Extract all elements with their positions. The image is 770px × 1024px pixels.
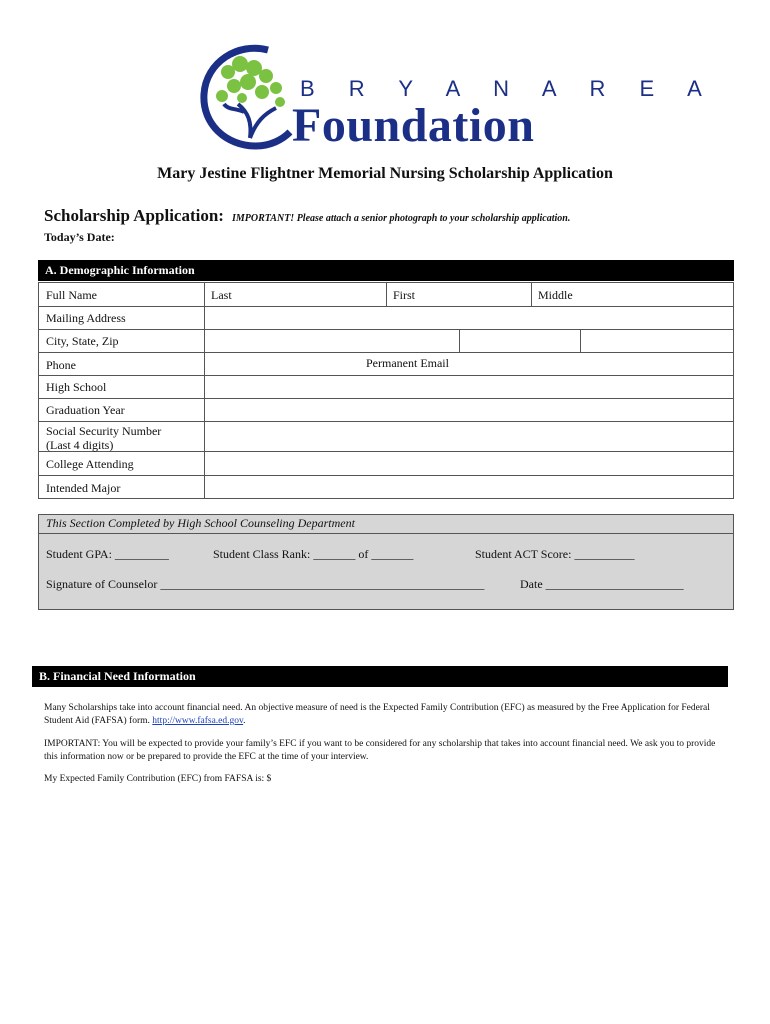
todays-date-label: Today’s Date: <box>44 230 115 244</box>
class-rank-field[interactable]: Student Class Rank: _______ of _______ <box>213 547 414 561</box>
logo-line-1: B R Y A N A R E A <box>300 76 716 101</box>
phone-label: Phone <box>46 358 76 372</box>
permanent-email-label: Permanent Email <box>366 356 449 370</box>
college-attending-label: College Attending <box>46 457 134 471</box>
fafsa-link[interactable]: http://www.fafsa.ed.gov <box>152 716 244 726</box>
counselor-heading-text: This Section Completed by High School Counseling Department <box>46 516 355 530</box>
high-school-label: High School <box>46 380 107 394</box>
ssn-label: Social Security Number <box>46 424 162 438</box>
counselor-heading <box>39 515 733 534</box>
counselor-section <box>38 514 734 610</box>
logo-line-2: Foundation <box>292 99 535 152</box>
middle-name-label: Middle <box>538 288 573 302</box>
counselor-date-field[interactable]: Date _______________________ <box>520 577 684 591</box>
mailing-address-label: Mailing Address <box>46 311 126 325</box>
first-name-label: First <box>393 288 416 302</box>
photo-notice: IMPORTANT! Please attach a senior photograph to your scholarship application. <box>231 213 571 224</box>
student-gpa-field[interactable]: Student GPA: _________ <box>46 547 169 561</box>
full-name-label: Full Name <box>46 288 97 302</box>
financial-need-paragraph: Many Scholarships take into account financial need. An objective measure of need is the Expected Family Contribution (EFC) as measured by the Free Application for Federal Student Aid (FAFSA) form. http://www.fafsa.ed.gov. <box>44 703 710 726</box>
ssn-sublabel: (Last 4 digits) <box>46 438 114 452</box>
section-b-heading: B. Financial Need Information <box>32 666 728 687</box>
efc-important-paragraph: IMPORTANT: You will be expected to provide your family’s EFC if you want to be considered for any scholarship that takes into account financial need. We ask you to provide this information now or be prepared to provide the EFC at the time of your interview. <box>44 739 716 762</box>
last-name-label: Last <box>211 288 232 302</box>
demographic-table <box>38 282 734 499</box>
document-title: Mary Jestine Flightner Memorial Nursing Scholarship Application <box>157 165 613 182</box>
graduation-year-label: Graduation Year <box>46 403 125 417</box>
financial-need-text: Many Scholarships take into account financial need. An objective measure of need is the Expected Family Contribution (EFC) as measured by the Free Application for Federal Student Aid (FAFSA) form. <box>44 703 710 726</box>
act-score-field[interactable]: Student ACT Score: __________ <box>475 547 635 561</box>
section-a-heading: A. Demographic Information <box>38 260 734 281</box>
application-label: Scholarship Application: <box>44 206 224 225</box>
city-state-zip-label: City, State, Zip <box>46 334 119 348</box>
counselor-signature-field[interactable]: Signature of Counselor ______________________________________________________ <box>46 577 485 591</box>
intended-major-label: Intended Major <box>46 481 121 495</box>
application-line <box>44 206 570 226</box>
efc-amount-field[interactable]: My Expected Family Contribution (EFC) from FAFSA is: $ <box>44 774 272 784</box>
